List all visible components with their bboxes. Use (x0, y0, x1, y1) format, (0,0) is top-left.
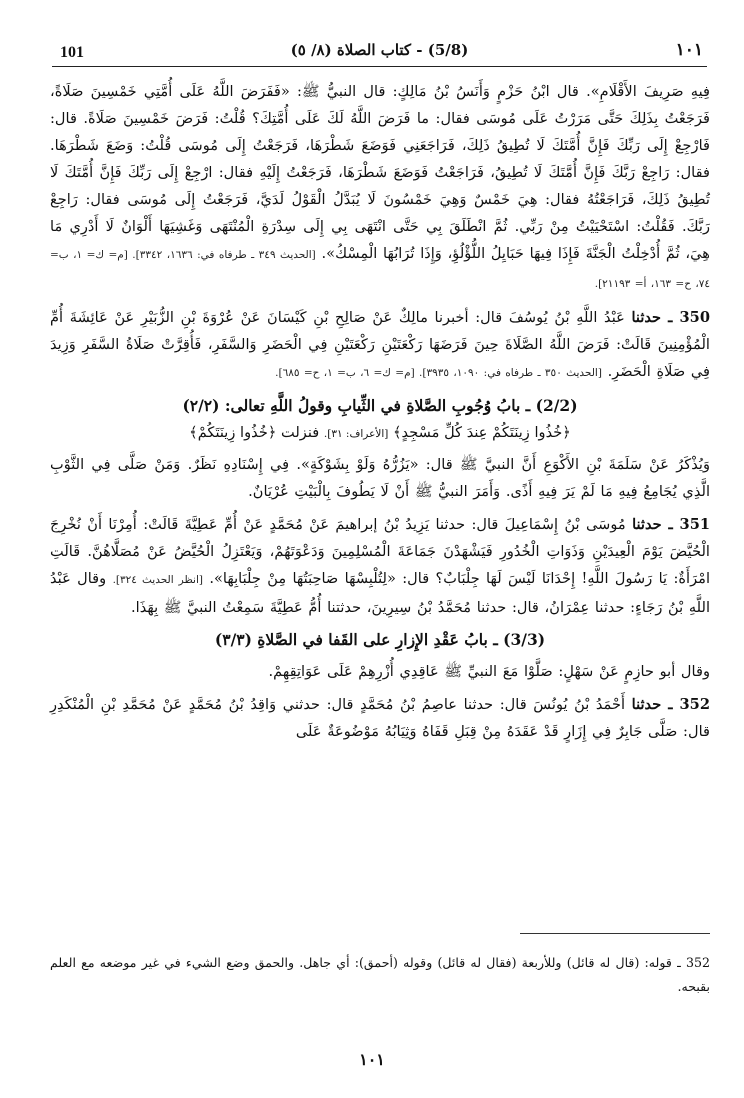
hadith-352-text: أَحْمَدُ بْنُ يُونُسَ قال: حدثنا عاصِمُ بْنُ مُحَمَّدٍ قال: حدثني وَاقِدُ بْنُ مُحَمَّدٍ عَنْ مُحَمَّدِ بْنِ الْمُنْكَدِرِ قال: صَلَّى جَابِرٌ فِي إِزَارٍ قَدْ عَقَدَهُ مِنْ قِبَلِ قَفَاهُ وَثِيَابُهُ مَوْضُوعَةٌ عَلَى (50, 696, 710, 740)
quran-verse-text: ﴿خُذُوا زِينَتَكُمْ عِندَ كُلِّ مَسْجِدٍ﴾ (392, 424, 571, 441)
sahl-narration: وقال أبو حازِمٍ عَنْ سَهْلٍ: صَلَّوْا مَعَ النبيِّ ﷺ عَاقِدِي أُزْرِهِمْ عَلَى عَوَاتِقِهِمْ. (268, 663, 710, 680)
hadith-350 (50, 304, 710, 387)
footnote: 352 ـ قوله: (قال له قائل) وللأربعة (فقال له قائل) وقوله (أحمق): أي جاهل. والحمق وضع الشيء في غير موضعه مع العلم بقبحه. (50, 954, 710, 994)
page-number-arabic: ١٠١ (675, 40, 703, 60)
footnote-divider (520, 933, 710, 934)
page-number-latin: 101 (60, 44, 84, 61)
hadith-351-tail: وقال عَبْدُ اللَّهِ بْنُ رَجَاءٍ: حدثنا عِمْرَانُ، قال: حدثنا مُحَمَّدُ بْنُ سِيرِينَ، حدثتنا أُمُّ عَطِيَّةَ سَمِعْتُ النبيَّ ﷺ بِهَذَا. (50, 570, 710, 616)
quran-verse-tail: فنزلت ﴿خُذُوا زِينَتَكُمْ﴾ (189, 424, 320, 441)
page-header (52, 36, 707, 67)
main-text (50, 78, 710, 745)
quran-verse (50, 420, 710, 447)
running-title: (5/8) - كتاب الصلاة (٨/ ٥) (290, 41, 469, 59)
hadith-351-reference: [انظر الحديث ٣٢٤]. (112, 574, 203, 586)
hadith-351 (50, 511, 710, 621)
hadith-349-text: فِيهِ صَرِيفَ الأَقْلَامِ». قال ابْنُ حَزْمٍ وَأَنَسُ بْنُ مَالِكٍ: قال النبيُّ ﷺ: «فَفَرَضَ اللَّهُ عَلَى أُمَّتِي خَمْسِينَ صَلَاةً، فَرَجَعْتُ بِذَلِكَ حَتَّى مَرَرْتُ عَلَى مُوسَى فقال: ما فَرَضَ اللَّهُ لَكَ عَلَى أُمَّتِكَ؟ قُلْتُ: فَرَضَ خَمْسِينَ صَلَاةً. قال: فَارْجِعْ إِلَى رَبِّكَ فَإِنَّ أُمَّتَكَ لَا تُطِيقُ ذَلِكَ، فَرَاجَعَنِي فَوَضَعَ شَطْرَهَا، فَرَجَعْتُ إِلَى مُوسَى قُلْتُ: وَضَعَ شَطْرَهَا. فقال: رَاجِعْ رَبَّكَ فَإِنَّ أُمَّتَكَ لَا تُطِيقُ، فَرَاجَعْتُ فَوَضَعَ شَطْرَهَا، فَرَجَعْتُ إِلَيْهِ فقال: ارْجِعْ إِلَى رَبِّكَ فَإِنَّ أُمَّتَكَ لَا تُطِيقُ ذَلِكَ، فَرَاجَعْتُهُ فقال: هِيَ خَمْسٌ وَهِيَ خَمْسُونَ لَا يُبَدَّلُ الْقَوْلُ لَدَيَّ، فَرَجَعْتُ إِلَى مُوسَى فقال: رَاجِعْ رَبَّكَ. فَقُلْتُ: اسْتَحْيَيْتُ مِنْ رَبِّي. ثُمَّ انْطَلَقَ بِي حَتَّى انْتَهَى بِي إِلَى سِدْرَةِ الْمُنْتَهَى وَغَشِيَهَا أَلْوَانٌ لَا أَدْرِي مَا هِيَ، ثُمَّ أُدْخِلْتُ الْجَنَّةَ فَإِذَا فِيهَا حَبَايِلُ اللُّؤْلُؤِ، وَإِذَا تُرَابُهَا الْمِسْكُ». (50, 83, 711, 262)
hadith-350-text: عَبْدُ اللَّهِ بْنُ يُوسُفَ قال: أخبرنا مالِكٌ عَنْ صَالِحِ بْنِ كَيْسَانَ عَنْ عُرْوَةَ بْنِ الزُّبَيْرِ عَنْ عَائِشَةَ أُمِّ الْمُؤْمِنِينَ قَالَتْ: فَرَضَ اللَّهُ الصَّلَاةَ حِينَ فَرَضَهَا رَكْعَتَيْنِ رَكْعَتَيْنِ فِي الْحَضَرِ وَالسَّفَرِ، فَأُقِرَّتْ صَلَاةُ السَّفَرِ وَزِيدَ فِي صَلَاةِ الْحَضَرِ. (50, 309, 710, 380)
chapter-heading-3: (3/3) ـ بابُ عَقْدِ الإِزارِ على القَفا في الصَّلاةِ (٣/٣) (214, 630, 546, 649)
hadith-351-text: مُوسَى بْنُ إِسْمَاعِيلَ قال: حدثنا يَزِيدُ بْنُ إبراهيمَ عَنْ مُحَمَّدٍ عَنْ أُمِّ عَطِيَّةَ قَالَتْ: أُمِرْنَا أَنْ نُخْرِجَ الْحُيَّضَ يَوْمَ الْعِيدَيْنِ وَذَوَاتِ الْخُدُورِ فَيَشْهَدْنَ جَمَاعَةَ الْمُسْلِمِينَ وَدَعْوَتَهُمْ، وَيَعْتَزِلُ الْحُيَّضُ عَنْ مُصَلَّاهُنَّ. قَالَتِ امْرَأَةٌ: يَا رَسُولَ اللَّهِ! إِحْدَانَا لَيْسَ لَهَا جِلْبَابٌ؟ قال: «لِتُلْبِسْهَا صَاحِبَتُهَا مِنْ جِلْبَابِهَا». (50, 516, 711, 587)
hadith-349-reference: [الحديث ٣٤٩ ـ طرفاه في: ١٦٣٦، ٣٣٤٢]. [م= ك= ١، ب= ٧٤، ح= ١٦٣، أ= ٢١١٩٣]. (50, 249, 710, 290)
hadith-352-number: 352 ـ حدثنا (631, 696, 710, 713)
hadith-349-continuation (50, 78, 710, 298)
folio-number: ١٠١ (359, 1050, 385, 1069)
hadith-351-number: 351 ـ حدثنا (632, 516, 711, 533)
hadith-350-reference: [الحديث ٣٥٠ ـ طرفاه في: ١٠٩٠، ٣٩٣٥]. [م= ك= ٦، ب= ١، ح= ٦٨٥]. (275, 367, 602, 379)
hadith-350-number: 350 ـ حدثنا (631, 309, 710, 326)
hadith-352 (50, 691, 710, 745)
chapter-heading-2: (2/2) ـ بابُ وُجُوبِ الصَّلاةِ في الثِّيابِ وقولُ اللَّهِ تعالى: (٢/٢) (182, 396, 578, 415)
salama-narration: وَيُذْكَرُ عَنْ سَلَمَةَ بْنِ الأَكْوَعِ أَنَّ النبيَّ ﷺ قال: «يَزُرُّهُ وَلَوْ بِشَوْكَةٍ». فِي إِسْنَادِهِ نَظَرٌ. وَمَنْ صَلَّى فِي الثَّوْبِ الَّذِي يُجَامِعُ فِيهِ مَا لَمْ يَرَ فِيهِ أَذًى. وَأَمَرَ النبيُّ ﷺ أَنْ لَا يَطُوفَ بِالْبَيْتِ عُرْيَانٌ. (50, 456, 710, 500)
quran-verse-reference: [الأعراف: ٣١]. (323, 428, 389, 440)
